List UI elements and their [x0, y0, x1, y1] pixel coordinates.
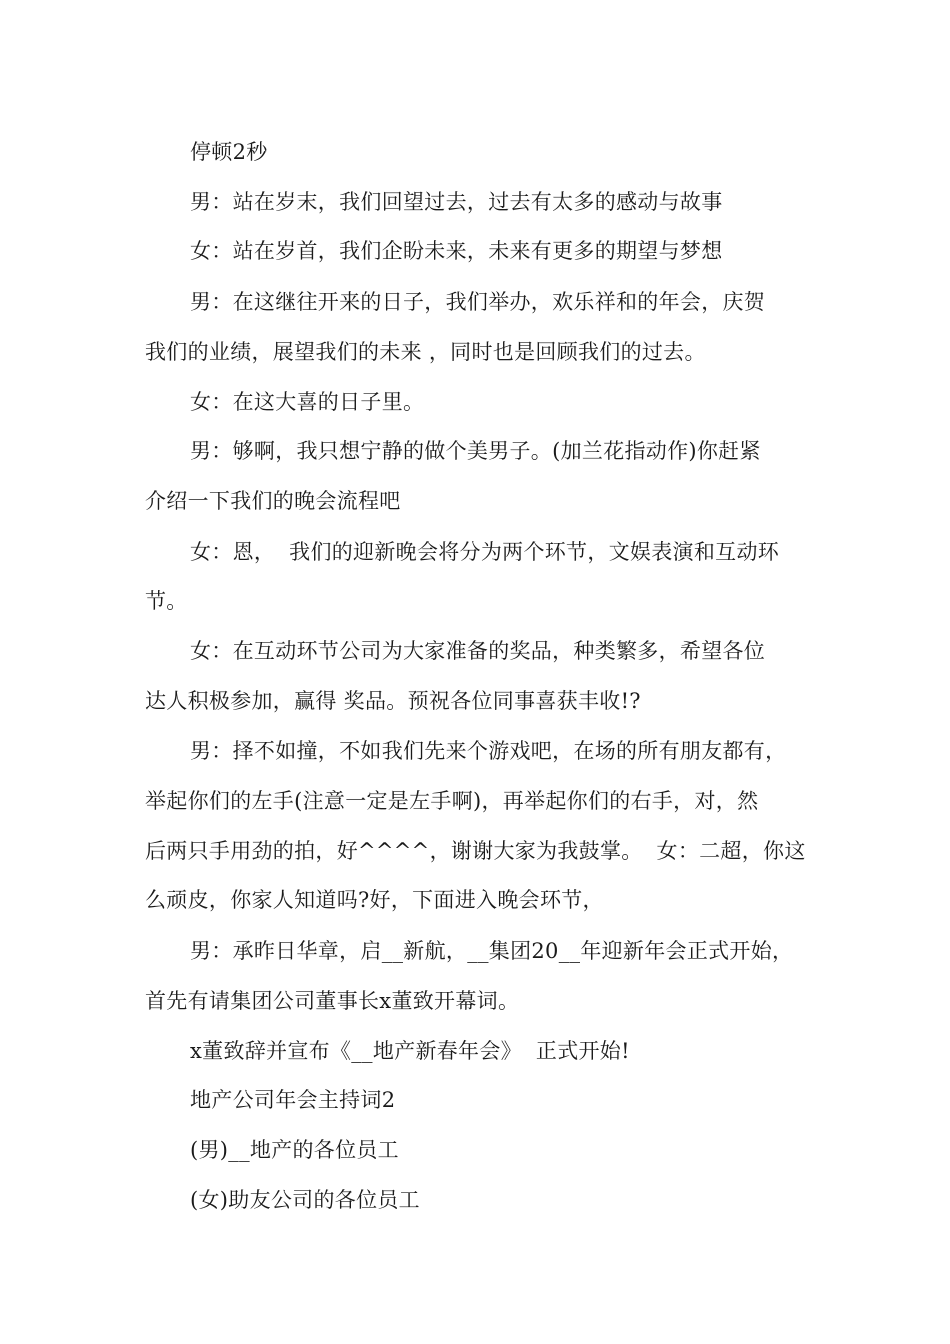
text-line-male-3-cont: 介绍一下我们的晚会流程吧 [145, 489, 401, 513]
text-line-male-4-cont-3: 么顽皮，你家人知道吗?好，下面进入晚会环节， [145, 888, 604, 912]
text-line-female-3: 女：恩， 我们的迎新晚会将分为两个环节，文娱表演和互动环 [190, 540, 780, 564]
text-line-male-2-cont: 我们的业绩，展望我们的未来 ，同时也是回顾我们的过去。 [145, 340, 706, 364]
text-line-pause: 停顿2秒 [190, 140, 268, 164]
text-line-male-2: 男：在这继往开来的日子，我们举办，欢乐祥和的年会，庆贺 [190, 290, 766, 314]
text-line-female-2: 女：在这大喜的日子里。 [190, 390, 425, 414]
text-line-female-4: 女：在互动环节公司为大家准备的奖品，种类繁多，希望各位 [190, 639, 766, 663]
text-line-female-1: 女：站在岁首，我们企盼未来，未来有更多的期望与梦想 [190, 239, 723, 263]
section-heading: 地产公司年会主持词2 [190, 1088, 396, 1112]
text-line-male-5-cont: 首先有请集团公司董事长x董致开幕词。 [145, 989, 520, 1013]
text-line-male-4-cont-1: 举起你们的左手(注意一定是左手啊)，再举起你们的右手，对，然 [145, 789, 759, 813]
text-line-female-6: (女)助友公司的各位员工 [190, 1188, 420, 1212]
text-line-male-3: 男：够啊，我只想宁静的做个美男子。(加兰花指动作)你赶紧 [190, 439, 761, 463]
text-line-female-3-cont: 节。 [145, 589, 188, 613]
text-line-male-4: 男：择不如撞，不如我们先来个游戏吧，在场的所有朋友都有， [190, 739, 787, 763]
text-line-male-1: 男：站在岁末，我们回望过去，过去有太多的感动与故事 [190, 190, 723, 214]
text-line-male-6: (男)__地产的各位员工 [190, 1138, 399, 1162]
text-line-chairman: x董致辞并宣布《__地产新春年会》 正式开始! [190, 1039, 630, 1063]
text-line-male-4-cont-2: 后两只手用劲的拍，好^^^^，谢谢大家为我鼓掌。 女：二超，你这 [145, 839, 806, 863]
text-line-male-5: 男：承昨日华章，启__新航，__集团20__年迎新年会正式开始， [190, 939, 794, 963]
text-line-female-4-cont: 达人积极参加，赢得 奖品。预祝各位同事喜获丰收!? [145, 689, 641, 713]
